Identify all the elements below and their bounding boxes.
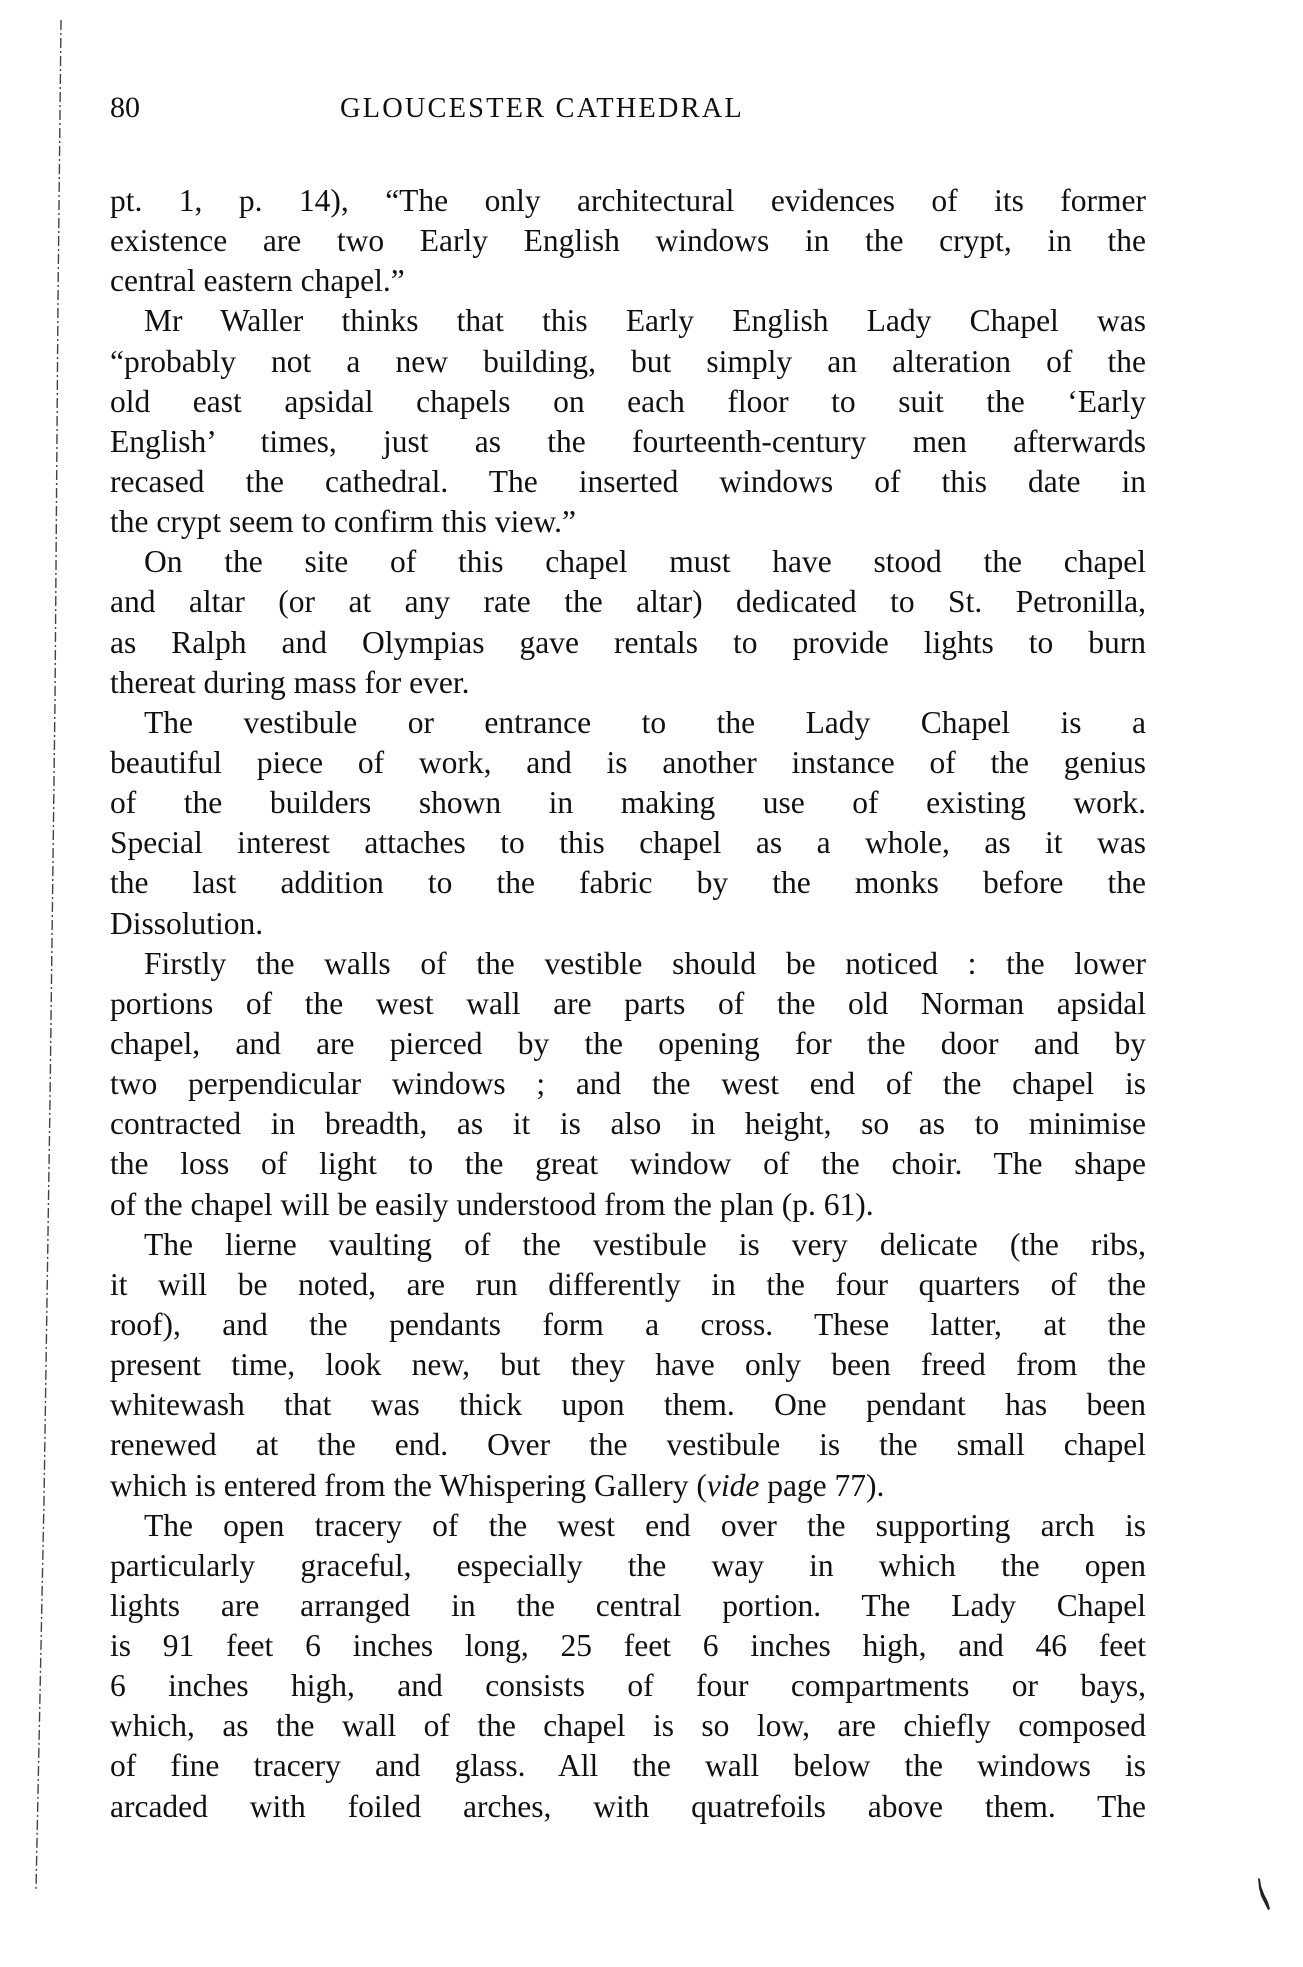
text-line: central eastern chapel.” xyxy=(110,263,405,299)
text-line: Special interest attaches to this chapel as a whole, as it was xyxy=(110,825,1146,861)
text-line: particularly graceful, especially the way in which the open xyxy=(110,1547,1146,1583)
text-line: the loss of light to the great window of the choir. The shape xyxy=(110,1146,1146,1182)
text-line: whitewash that was thick upon them. One pendant has been xyxy=(110,1387,1146,1423)
text-line: Firstly the walls of the vestible should be noticed : the lower xyxy=(144,945,1146,981)
text-line: On the site of this chapel must have stood the chapel xyxy=(144,544,1146,580)
text-line: “probably not a new building, but simply an alteration of the xyxy=(110,343,1146,379)
text-line: of the chapel will be easily understood from the plan (p. 61). xyxy=(110,1186,874,1222)
text-line: The open tracery of the west end over the supporting arch is xyxy=(144,1507,1146,1543)
text-line: thereat during mass for ever. xyxy=(110,664,470,700)
text-line: arcaded with foiled arches, with quatrefoils above them. The xyxy=(110,1788,1146,1824)
text-line: of fine tracery and glass. All the wall below the windows is xyxy=(110,1748,1146,1784)
running-title: GLOUCESTER CATHEDRAL xyxy=(340,92,744,124)
text-line: beautiful piece of work, and is another instance of the genius xyxy=(110,744,1146,780)
text-run: which is entered from the Whispering Gallery ( xyxy=(110,1467,707,1503)
text-line: The vestibule or entrance to the Lady Chapel is a xyxy=(144,704,1146,740)
text-line: contracted in breadth, as it is also in height, so as to minimise xyxy=(110,1106,1146,1142)
text-line: existence are two Early English windows in the crypt, in the xyxy=(110,223,1146,259)
page-number: 80 xyxy=(110,91,140,124)
running-head xyxy=(110,88,1010,128)
text-line: it will be noted, are run differently in the four quarters of the xyxy=(110,1266,1146,1302)
text-line: as Ralph and Olympias gave rentals to provide lights to burn xyxy=(110,624,1146,660)
text-line: the crypt seem to confirm this view.” xyxy=(110,504,576,540)
text-line: 6 inches high, and consists of four compartments or bays, xyxy=(110,1668,1146,1704)
text-line: portions of the west wall are parts of the old Norman apsidal xyxy=(110,985,1146,1021)
text-line: Mr Waller thinks that this Early English Lady Chapel was xyxy=(144,303,1146,339)
text-line: recased the cathedral. The inserted windows of this date in xyxy=(110,463,1146,499)
text-run: page 77). xyxy=(759,1467,885,1503)
text-line: renewed at the end. Over the vestibule is the small chapel xyxy=(110,1427,1146,1463)
text-line: chapel, and are pierced by the opening for the door and by xyxy=(110,1025,1146,1061)
text-line: The lierne vaulting of the vestibule is very delicate (the ribs, xyxy=(144,1226,1146,1262)
text-line: old east apsidal chapels on each floor to suit the ‘Early xyxy=(110,383,1146,419)
text-line: is 91 feet 6 inches long, 25 feet 6 inches high, and 46 feet xyxy=(110,1628,1146,1664)
text-line: English’ times, just as the fourteenth-century men afterwards xyxy=(110,423,1146,459)
text-line: pt. 1, p. 14), “The only architectural evidences of its former xyxy=(110,183,1146,218)
text-line: which, as the wall of the chapel is so low, are chiefly composed xyxy=(110,1708,1146,1744)
italic-run: vide xyxy=(706,1467,760,1503)
scan-speck xyxy=(1256,1876,1274,1916)
text-line: and altar (or at any rate the altar) dedicated to St. Petronilla, xyxy=(110,584,1146,620)
body-text xyxy=(110,181,1146,1827)
text-line: of the builders shown in making use of existing work. xyxy=(110,785,1146,821)
text-line xyxy=(110,1466,1146,1506)
text-line: two perpendicular windows ; and the west end of the chapel is xyxy=(110,1066,1146,1102)
text-line: present time, look new, but they have only been freed from the xyxy=(110,1347,1146,1383)
text-line: lights are arranged in the central portion. The Lady Chapel xyxy=(110,1587,1146,1623)
text-line: the last addition to the fabric by the monks before the xyxy=(110,865,1146,901)
text-line: roof), and the pendants form a cross. These latter, at the xyxy=(110,1306,1146,1342)
text-line: Dissolution. xyxy=(110,905,264,941)
